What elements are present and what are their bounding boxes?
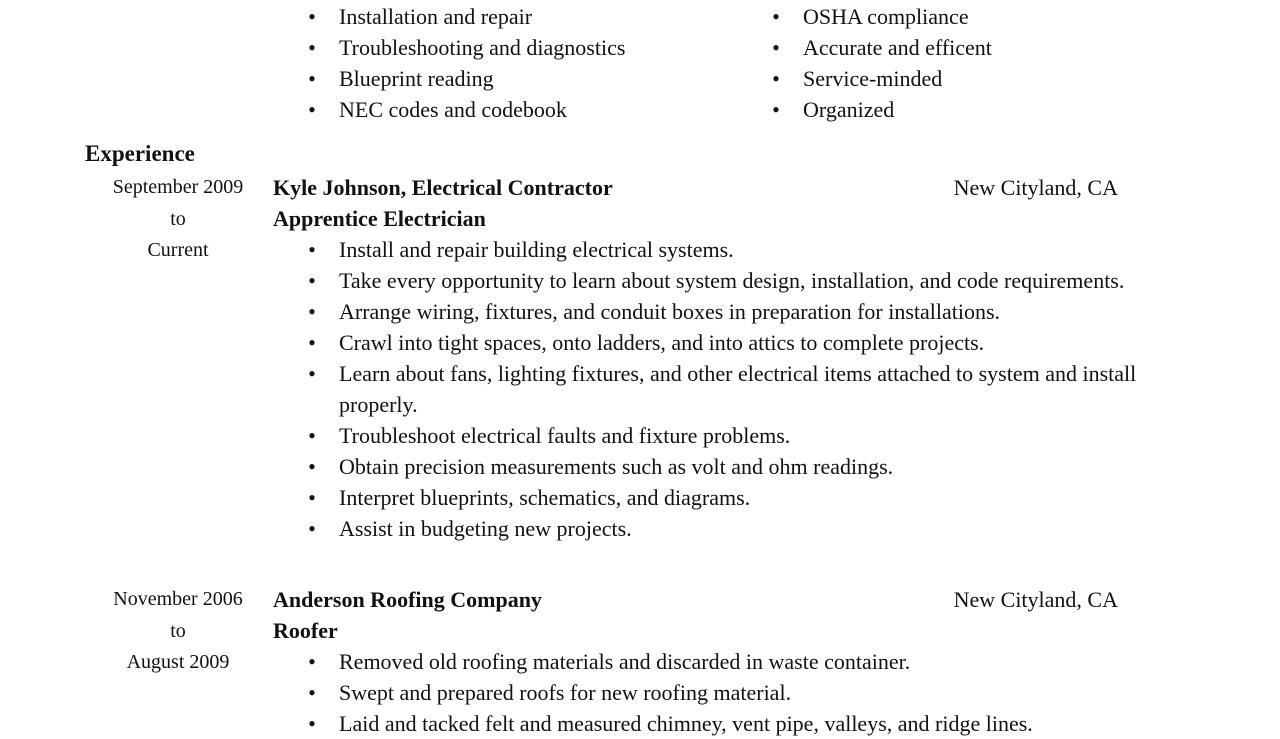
bullet-icon: • xyxy=(772,97,780,122)
skills-list-right xyxy=(737,1,1157,125)
job-duty xyxy=(273,708,1203,739)
skill-text: Organized xyxy=(803,97,895,122)
bullet-icon: • xyxy=(308,35,316,60)
job-duty-text: Troubleshoot electrical faults and fixture problems. xyxy=(339,423,791,448)
job-details xyxy=(273,584,1203,739)
bullet-icon: • xyxy=(308,485,316,510)
job-duty-text: Learn about fans, lighting fixtures, and other electrical items attached to system and install properly. xyxy=(339,361,1137,417)
skill-item xyxy=(737,63,1157,94)
skill-text: NEC codes and codebook xyxy=(339,97,567,122)
bullet-icon: • xyxy=(308,237,316,262)
bullet-icon: • xyxy=(308,649,316,674)
job-duty-text: Arrange wiring, fixtures, and conduit boxes in preparation for installations. xyxy=(339,299,1001,324)
job-duty-text: Assist in budgeting new projects. xyxy=(339,516,632,541)
skill-item xyxy=(737,94,1157,125)
job-duty-text: Removed old roofing materials and discarded in waste container. xyxy=(339,649,911,674)
skill-text: Installation and repair xyxy=(339,4,533,29)
job-duty-text: Obtain precision measurements such as volt and ohm readings. xyxy=(339,454,894,479)
job-date-end: August 2009 xyxy=(126,651,230,673)
job-title: Apprentice Electrician xyxy=(273,206,486,231)
job-dates xyxy=(92,584,264,679)
bullet-icon: • xyxy=(308,680,316,705)
job-duty xyxy=(273,420,1203,451)
job-duty-text: Swept and prepared roofs for new roofing material. xyxy=(339,680,792,705)
job-duty xyxy=(273,677,1203,708)
job-duty xyxy=(273,296,1203,327)
job-details xyxy=(273,172,1203,544)
job-dates xyxy=(92,172,264,267)
job-duty-text: Take every opportunity to learn about system design, installation, and code requirements. xyxy=(339,268,1125,293)
job-date-to: to xyxy=(170,207,186,230)
job-duty xyxy=(273,265,1203,296)
job-employer: Kyle Johnson, Electrical Contractor xyxy=(273,175,613,200)
bullet-icon: • xyxy=(308,97,316,122)
bullet-icon: • xyxy=(772,35,780,60)
job-duty xyxy=(273,327,1203,358)
skill-text: Service-minded xyxy=(803,66,943,91)
bullet-icon: • xyxy=(308,268,316,293)
job-duty xyxy=(273,482,1203,513)
job-title: Roofer xyxy=(273,618,338,643)
bullet-icon: • xyxy=(308,711,316,736)
skill-item xyxy=(273,94,693,125)
job-duty xyxy=(273,358,1203,420)
bullet-icon: • xyxy=(308,361,316,386)
skill-item xyxy=(737,32,1157,63)
experience-heading: Experience xyxy=(85,141,195,166)
bullet-icon: • xyxy=(308,4,316,29)
job-duty-text: Crawl into tight spaces, onto ladders, and into attics to complete projects. xyxy=(339,330,985,355)
job-duty xyxy=(273,513,1203,544)
skill-text: Troubleshooting and diagnostics xyxy=(339,35,626,60)
bullet-icon: • xyxy=(772,4,780,29)
job-date-start: November 2006 xyxy=(113,588,243,610)
skill-text: Accurate and efficent xyxy=(803,35,992,60)
bullet-icon: • xyxy=(308,66,316,91)
job-date-start: September 2009 xyxy=(112,176,244,198)
skill-text: OSHA compliance xyxy=(803,4,969,29)
job-duties-list xyxy=(273,646,1203,739)
job-date-end: Current xyxy=(147,239,209,261)
skill-item xyxy=(273,32,693,63)
bullet-icon: • xyxy=(308,299,316,324)
bullet-icon: • xyxy=(308,516,316,541)
skill-item xyxy=(737,1,1157,32)
job-duty-text: Laid and tacked felt and measured chimney, vent pipe, valleys, and ridge lines. xyxy=(339,711,1033,736)
skill-item xyxy=(273,63,693,94)
bullet-icon: • xyxy=(308,454,316,479)
job-duties-list xyxy=(273,234,1203,544)
job-duty-text: Install and repair building electrical systems. xyxy=(339,237,734,262)
job-location: New Cityland, CA xyxy=(953,587,1118,612)
skills-list-left xyxy=(273,1,693,125)
skill-item xyxy=(273,1,693,32)
job-duty-text: Interpret blueprints, schematics, and diagrams. xyxy=(339,485,751,510)
bullet-icon: • xyxy=(772,66,780,91)
job-location: New Cityland, CA xyxy=(953,175,1118,200)
skill-text: Blueprint reading xyxy=(339,66,494,91)
bullet-icon: • xyxy=(308,330,316,355)
job-employer: Anderson Roofing Company xyxy=(273,587,542,612)
bullet-icon: • xyxy=(308,423,316,448)
job-duty xyxy=(273,451,1203,482)
job-date-to: to xyxy=(170,619,186,642)
job-duty xyxy=(273,234,1203,265)
job-duty xyxy=(273,646,1203,677)
